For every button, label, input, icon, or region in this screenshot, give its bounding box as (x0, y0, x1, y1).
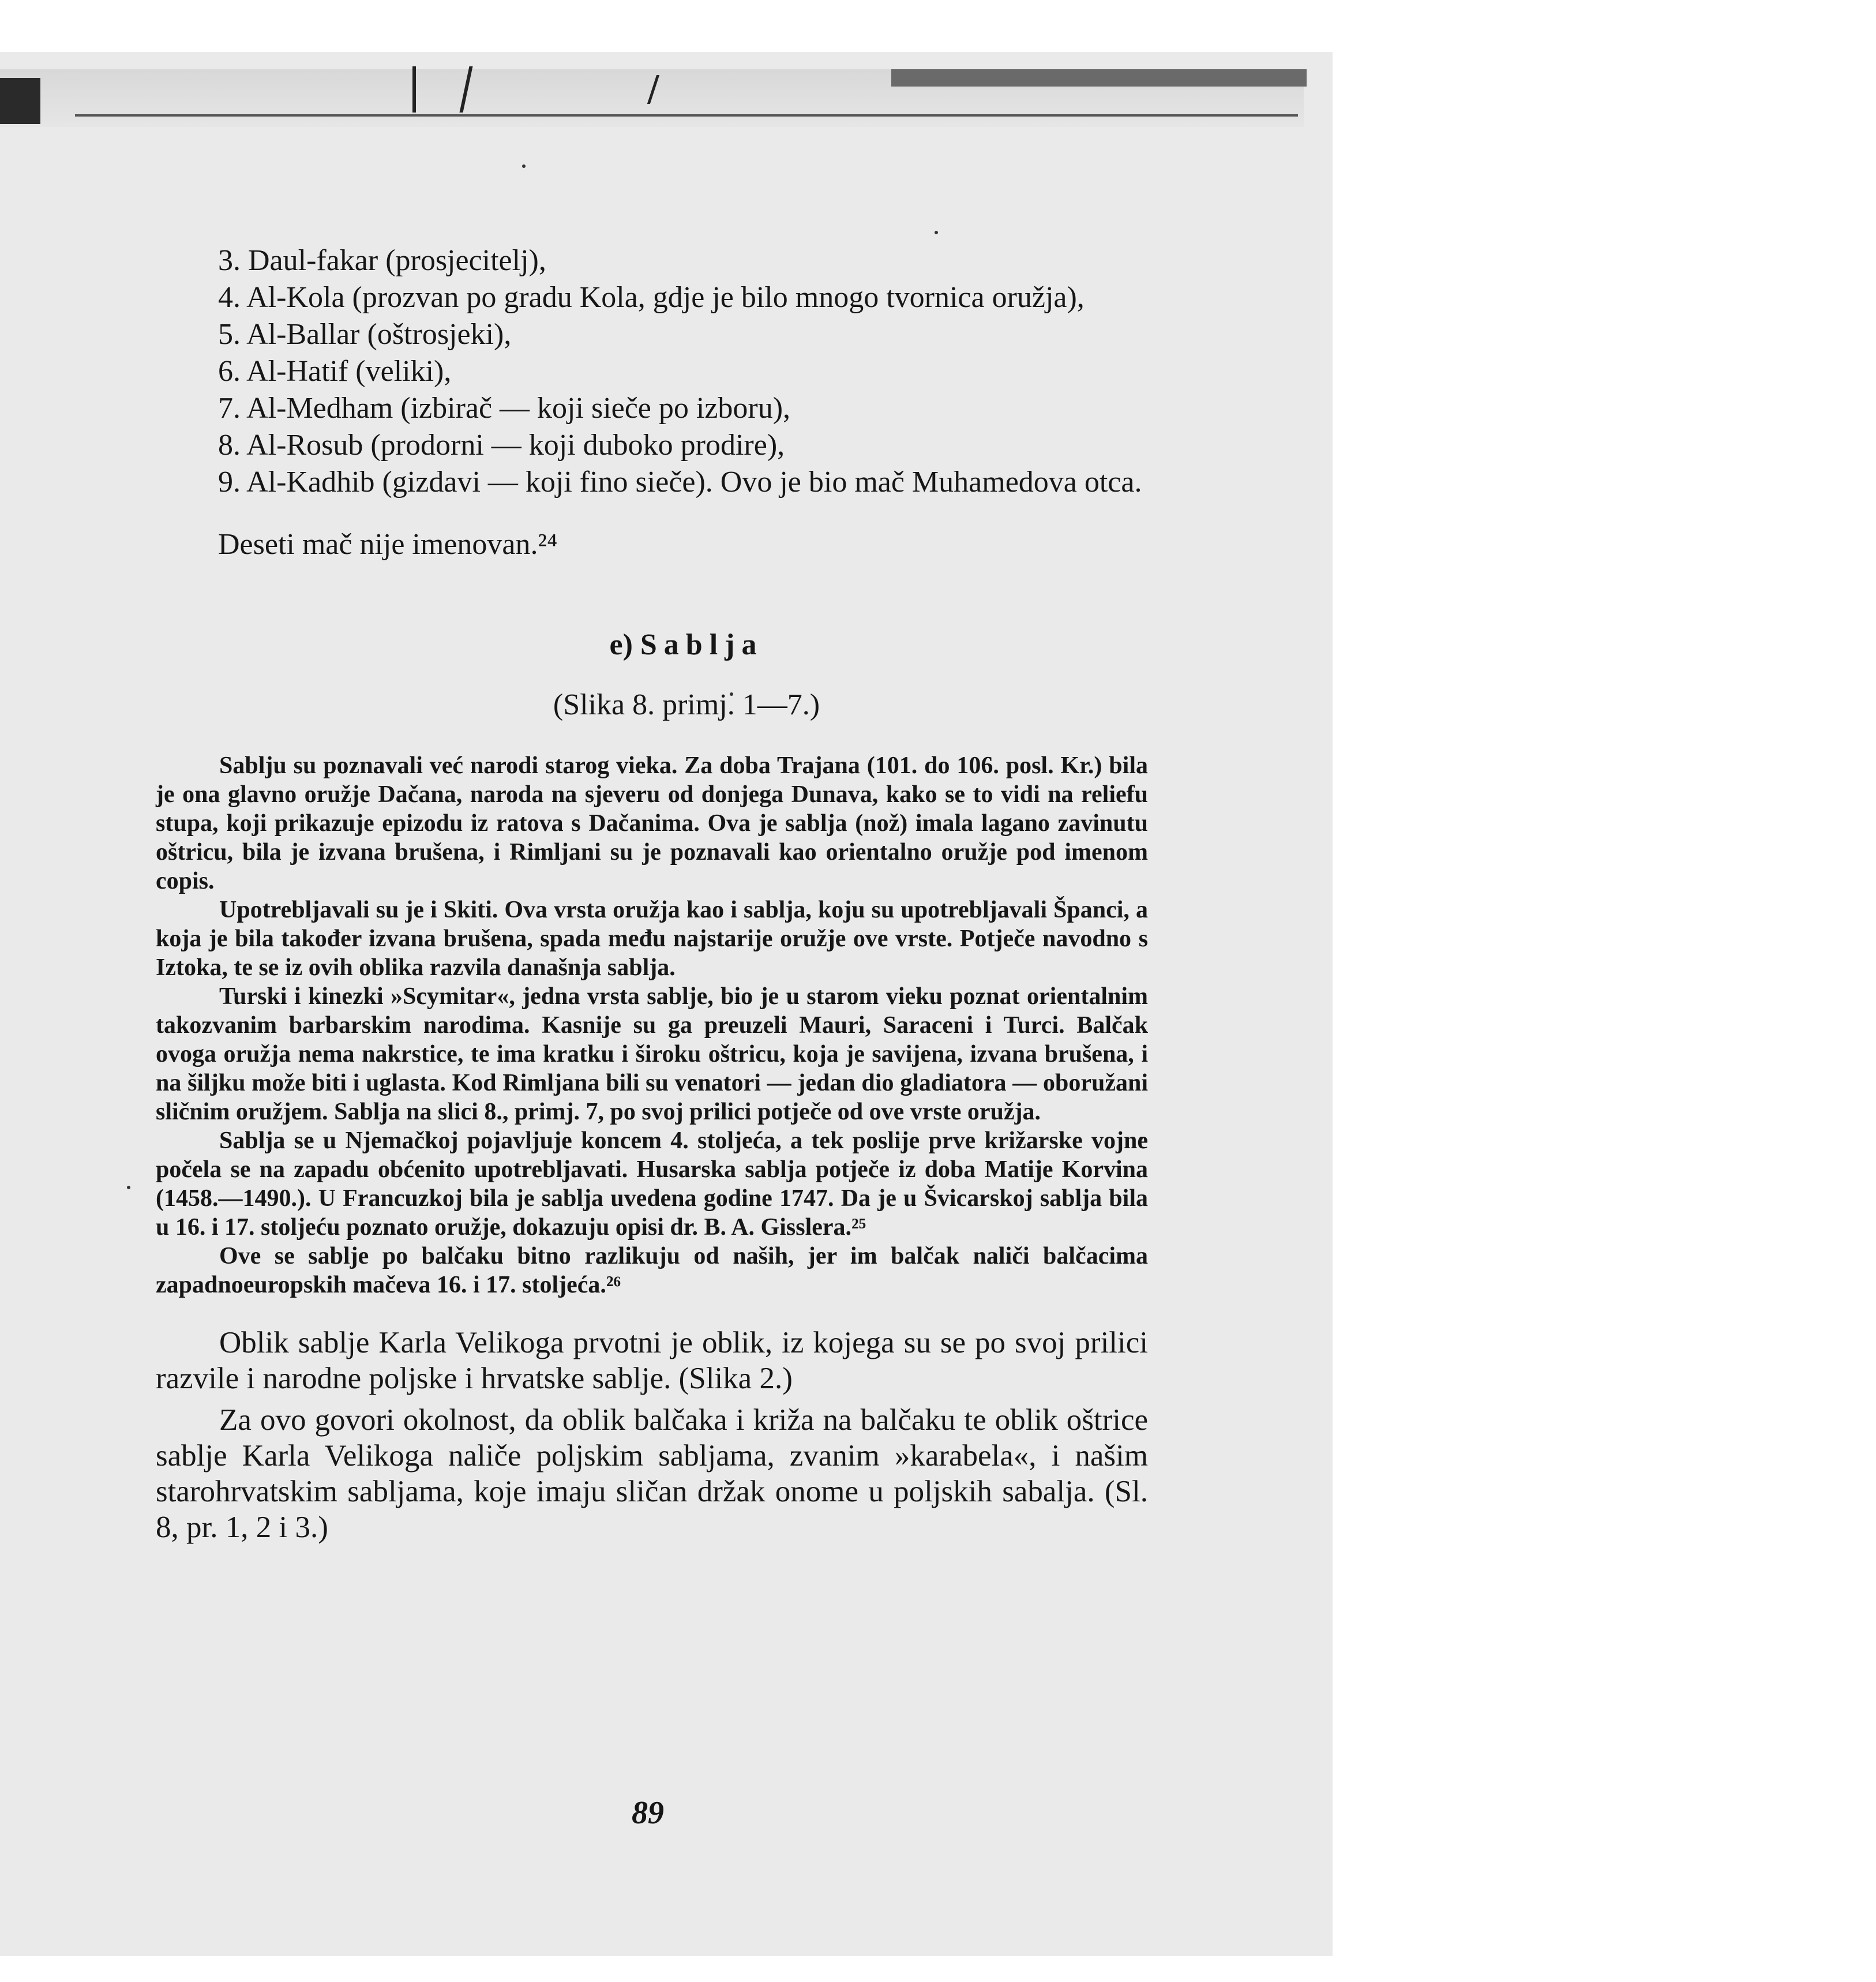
list-item: 6. Al-Hatif (veliki), (218, 355, 452, 388)
section-heading (156, 627, 1148, 664)
paragraph: Sablja se u Njemačkoj pojavljuje koncem 4. stoljeća, a tek poslije prve križarske vojne počela se na zapadu obćenito upotrebljavati. Husarska sablja potječe iz doba Matije Korvina (1458.—1490.). U Francuzkoj bila je sablja uvedena godine 1747. Da je u Švicarskoj sablja bila u 16. i 17. stoljeću poznato oružje, dokazuju opisi dr. B. A. Gisslera.²⁵ (156, 1127, 1148, 1241)
list-item: 7. Al-Medham (izbirač — koji sieče po izboru), (218, 392, 791, 425)
closing-line: Deseti mač nije imenovan.²⁴ (218, 528, 558, 561)
list-item: 8. Al-Rosub (prodorni — koji duboko prodire), (218, 429, 785, 462)
paragraph: Za ovo govori okolnost, da oblik balčaka i križa na balčaku te oblik oštrice sablje Karla Velikoga naliče poljskim sabljama, zvanim »karabela«, i našim starohrvatskim sabljama, koje imaju sličan držak onome u poljskih sabalja. (Sl. 8, pr. 1, 2 i 3.) (156, 1403, 1148, 1544)
main-text-section (156, 1325, 1148, 1545)
page-body (156, 242, 1148, 1545)
scan-edge-mark (0, 78, 40, 124)
paragraph: Oblik sablje Karla Velikoga prvotni je oblik, iz kojega su se po svoj prilici razvile i narodne poljske i hrvatske sablje. (Slika 2.) (156, 1326, 1148, 1395)
paragraph: Turski i kinezki »Scymitar«, jedna vrsta sablje, bio je u starom vieku poznat orientalnim takozvanim barbarskim narodima. Kasnije su ga preuzeli Mauri, Saraceni i Turci. Balčak ovoga oružja nema nakrstice, te ima kratku i široku oštricu, koja je savijena, izvana brušena, i na šiljku može biti i uglasta. Kod Rimljana bili su venatori — jedan dio gladiatora — oboružani sličnim oružjem. Sablja na slici 8., primj. 7, po svoj prilici potječe od ove vrste oružja. (156, 983, 1148, 1125)
paragraph: Sablju su poznavali već narodi starog vieka. Za doba Trajana (101. do 106. posl. Kr.) bila je ona glavno oružje Dačana, naroda na sjeveru od donjega Dunava, kako se to vidi na reliefu stupa, koji prikazuje epizodu iz ratova s Dačanima. Ova je sablja (nož) imala lagano zavinutu oštricu, bila je izvana brušena, i Rimljani su je poznavali kao orientalno oružje pod imenom copis. (156, 752, 1148, 894)
sword-name-list (156, 242, 1148, 501)
handwritten-mark (412, 66, 416, 113)
section-label: e) (609, 628, 633, 661)
list-item: 4. Al-Kola (prozvan po gradu Kola, gdje je bilo mnogo tvornica oružja), (218, 281, 1085, 314)
small-print-section (156, 751, 1148, 1299)
scan-speck (522, 164, 526, 168)
scan-top-bar (891, 69, 1307, 87)
list-item: 5. Al-Ballar (oštrosjeki), (218, 318, 512, 351)
section-title: Sablja (640, 628, 764, 661)
scan-speck (935, 231, 938, 234)
list-item: 3. Daul-fakar (prosjecitelj), (218, 244, 546, 277)
paragraph: Upotrebljavali su je i Skiti. Ova vrsta oružja kao i sablja, koju su upotrebljavali Španci, a koja je bila također izvana brušena, spada među najstarije oružje ove vrste. Potječe navodno s Iztoka, te se iz ovih oblika razvila današnja sablja. (156, 897, 1148, 981)
paragraph: Ove se sablje po balčaku bitno razlikuju od naših, jer im balčak naliči balčacima zapadnoeuropskih mačeva 16. i 17. stoljeća.²⁶ (156, 1243, 1148, 1298)
scan-speck (127, 1186, 130, 1189)
scan-top-rule (75, 114, 1298, 117)
page-number: 89 (632, 1795, 664, 1831)
list-item: 9. Al-Kadhib (gizdavi — koji fino sieče). Ovo je bio mač Muhamedova otca. (218, 466, 1142, 499)
figure-reference: (Slika 8. primj. 1—7.) (553, 688, 820, 721)
